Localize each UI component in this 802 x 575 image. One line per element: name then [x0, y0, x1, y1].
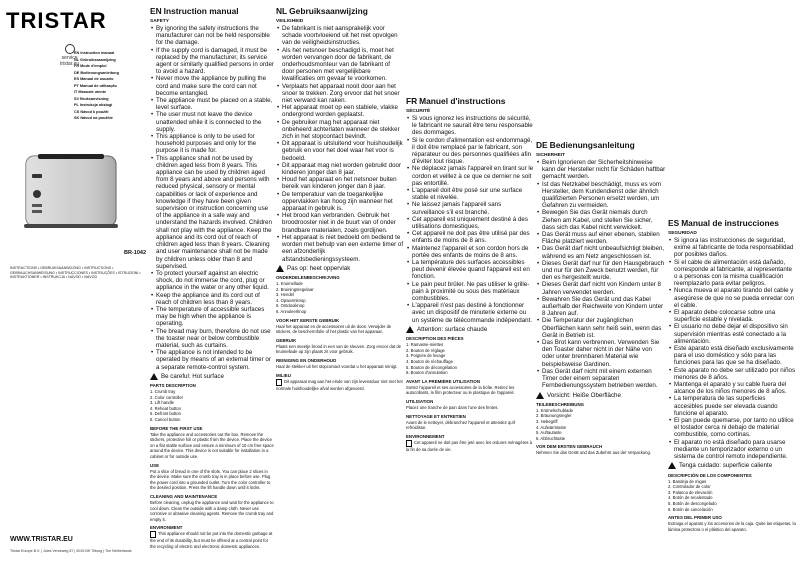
hot-surface-note: Attention: surface chaude — [406, 326, 534, 333]
list-item: • Het brood kan verbranden. Gebruik het broodrooster niet in de buurt van of onder brandbare materialen, zoals gordijnen. — [282, 212, 404, 234]
use-heading: USE — [150, 462, 160, 468]
section-title-en: EN Instruction manual — [150, 6, 239, 16]
list-item: • Cet appareil est uniquement destiné à des utilisations domestiques. — [412, 216, 534, 230]
service-sub: tristar.eu — [60, 61, 80, 67]
list-item: • The bread may burn, therefore do not use the toaster near or below combustible material, such as curtains. — [156, 328, 274, 350]
list-item: • Le pain peut brûler. Ne pas utiliser le grille-pain à proximité ou sous des matériaux combustibles. — [412, 281, 534, 303]
service-label: service — [61, 55, 78, 61]
before-text: Nehmen Sie das Gerät und das Zubehör aus der Verpackung. — [536, 450, 651, 456]
brand-logo: TRISTAR — [6, 8, 107, 33]
list-item: • Este aparato está diseñado exclusivamente para el uso doméstico y sólo para las funciones para las que se ha diseñado. — [674, 345, 796, 367]
list-item: 2. Bruiningsregelaar — [276, 286, 314, 292]
list-item: • This appliance is only to be used for household purposes and only for the purpose it is made for. — [156, 133, 274, 155]
list-item: • Das Gerät darf nicht unbeaufsichtigt bleiben, während es am Netz angeschlossen ist. — [542, 245, 666, 259]
parts-list — [150, 389, 274, 423]
list-item: • Houd het apparaat en het netsnoer buiten bereik van kinderen jonger dan 8 jaar. — [282, 176, 404, 190]
list-item: • Dit apparaat is uitsluitend voor huishoudelijk gebruik en voor het doel waar het voor is bedoeld. — [282, 140, 404, 162]
lang-item: CS Návod k použití — [74, 109, 109, 114]
list-item: 3. Hebegriff — [536, 419, 558, 425]
section-title-de: DE Bedienungsanleitung — [536, 140, 635, 150]
list-item: 6. Annuleerknop — [276, 309, 307, 315]
list-item: • Beim Ignorieren der Sicherheitshinweise kann der Hersteller nicht für Schäden haftbar gemacht werden. — [542, 159, 666, 181]
cover-column — [6, 8, 146, 568]
list-item: • Het apparaat moet op een stabiele, vlakke ondergrond worden geplaatst. — [282, 104, 404, 118]
parts-list — [276, 281, 404, 315]
list-item: 1. Bandeja de migas — [668, 478, 707, 484]
list-item: • El usuario no debe dejar el dispositivo sin supervisión mientras esté conectado a la alimentación. — [674, 323, 796, 345]
safety-list — [668, 237, 796, 460]
list-item: • Bewahren Sie das Gerät und das Kabel außerhalb der Reichweite von Kindern unter 8 Jahren auf. — [542, 296, 666, 318]
clean-heading: REINIGING EN ONDERHOUD — [276, 357, 337, 363]
safety-heading: SEGURIDAD — [668, 231, 697, 236]
list-item: 5. Ontdooiknop — [276, 303, 305, 309]
list-item: • L'appareil n'est pas destiné à fonctionner avec un dispositif de minuterie externe ou un système de télécommande indépendant. — [412, 302, 534, 324]
list-item: • De temperatuur van de toegankelijke oppervlakken kan hoog zijn wanneer het apparaat in gebruik is. — [282, 191, 404, 213]
before-heading: VOR DEM ERSTEN GEBRAUCH — [536, 444, 603, 450]
list-item: • Ne déplacez jamais l'appareil en tirant sur le cordon et veillez à ce que ce dernier ne soit pas entortillé. — [412, 165, 534, 187]
safety-heading: VEILIGHEID — [276, 19, 304, 24]
before-text: Haal het apparaat en de accessoires uit de doos. Verwijder de stickers, de beschermfolie of het plastic van het apparaat. — [276, 323, 392, 335]
model-number: BR-1042 — [124, 250, 147, 256]
safety-list — [536, 159, 666, 390]
list-item: 3. Palanca de elevación — [668, 489, 713, 495]
list-item: • El pan puede quemarse, por tanto no utilice el tostador cerca ni debajo de material combustible, como cortinas. — [674, 417, 796, 439]
list-item: 1. Crumb tray — [150, 389, 176, 395]
parts-list — [406, 342, 534, 376]
before-heading: ANTES DEL PRIMER USO — [668, 515, 722, 521]
list-item: • L'appareil doit être posé sur une surface stable et nivelée. — [412, 187, 534, 201]
before-text: Sortez l'appareil et ses accessoires de la boîte. Retirez les autocollants, le film protecteur ou le plastique de l'appareil. — [406, 384, 515, 396]
safety-heading: SICHERHEIT — [536, 153, 566, 158]
list-item: • Si le cordon d'alimentation est endommagé, il doit être remplacé par le fabricant, son réparateur ou des personnes qualifiées afin d'éviter tout risque. — [412, 137, 534, 166]
list-item: • Cet appareil ne doit pas être utilisé par des enfants de moins de 8 ans. — [412, 230, 534, 244]
lang-item: PT Manual de utilização — [74, 83, 117, 88]
list-item: 5. Botón de descongelado — [668, 501, 717, 507]
lang-item: ES Manual de usuario — [74, 77, 114, 81]
safety-heading: SÉCURITÉ — [406, 109, 431, 114]
website: WWW.TRISTAR.EU — [10, 536, 73, 543]
lang-item: SV Bruksanvisning — [74, 96, 109, 101]
list-item: • Ne laissez jamais l'appareil sans surveillance s'il est branché. — [412, 201, 534, 215]
before-text: Take the appliance and accessories out the box. Remove the stickers, protective foil or plastic from the device. Place the device on a flat stable surface and ensure a minimum of 10 cm free space around the device. This device is not suitable for installation in a cabinet or for outside use. — [150, 431, 274, 460]
lang-item: SK Návod na použitie — [74, 116, 113, 120]
list-item: 4. Botón de recalentado — [668, 495, 713, 501]
column-es — [668, 6, 796, 532]
list-item: 2. Color controller — [150, 394, 184, 400]
list-item: 6. Botón de cancelación — [668, 506, 713, 512]
list-item: • Verplaats het apparaat nooit door aan het snoer te trekken. Zorg ervoor dat het snoer niet verward kan raken. — [282, 83, 404, 105]
list-item: • Das Gerät muss auf einer ebenen, stabilen Fläche platziert werden. — [542, 231, 666, 245]
list-item: 2. Bouton de réglage — [406, 347, 445, 353]
safety-heading: SAFETY — [150, 19, 169, 24]
list-item: • Mantenga el aparato y su cable fuera del alcance de los niños menores de 8 años. — [674, 381, 796, 395]
before-text: Extraiga el aparato y los accesorios de la caja. Quite las etiquetas, la lámina protectora o el plástico del aparato. — [668, 521, 796, 532]
lang-item: NL Gebruiksaanwijzing — [74, 57, 116, 62]
list-item: • Dieses Gerät darf nicht von Kindern unter 8 Jahren verwendet werden. — [542, 281, 666, 295]
list-item: 1. Ramasse-miettes — [406, 342, 444, 348]
list-item: • If the supply cord is damaged, it must be replaced by the manufacturer, its service agent or similarly qualified persons in order to avoid a hazard. — [156, 47, 274, 76]
list-item: 5. Defrost button — [150, 411, 181, 417]
hot-surface-note: Vorsicht: Heiße Oberfläche — [536, 392, 666, 399]
hot-surface-icon — [668, 462, 676, 469]
list-item: • Este aparato no debe ser utilizado por niños menores de 8 años. — [674, 367, 796, 381]
list-item: 5. Bouton de décongélation — [406, 364, 457, 370]
list-item: • The temperature of accessible surfaces may be high when the appliance is operating. — [156, 306, 274, 328]
parts-heading: ONDERDELENBESCHRIJVING — [276, 275, 340, 281]
column-en — [150, 6, 274, 550]
env-text: Dit apparaat mag aan het einde van zijn levensduur niet met het normale huishoudelijke afval worden afgevoerd. — [276, 378, 403, 391]
before-heading: BEFORE THE FIRST USE — [150, 425, 203, 431]
hot-surface-icon — [150, 373, 158, 380]
list-item: • Das Brot kann verbrennen. Verwenden Sie den Toaster daher nicht in der Nähe von oder unter brennbaren Material wie beispielsweise Gardinen. — [542, 339, 666, 368]
list-item: • The appliance must be placed on a stable, level surface. — [156, 97, 274, 111]
lang-item: FR Mode d'emploi — [74, 64, 107, 68]
list-item: • Never move the appliance by pulling the cord and make sure the cord can not become entangled. — [156, 75, 274, 97]
list-item: • To protect yourself against an electric shock, do not immerse the cord, plug or appliance in the water or any other liquid. — [156, 270, 274, 292]
column-fr — [406, 6, 534, 452]
parts-heading: DESCRIPCIÓN DE LOS COMPONENTES — [668, 472, 752, 478]
before-heading: VOOR HET EERSTE GEBRUIK — [276, 317, 340, 323]
list-item: • Ist das Netzkabel beschädigt, muss es vom Hersteller, dem Kundendienst oder ähnlich qualifizierten Personen ersetzt werden, um Gefahren zu vermeiden. — [542, 181, 666, 210]
list-item: 3. Hendel — [276, 292, 294, 298]
lang-item: IT Manuale utente — [74, 90, 107, 94]
recycle-bin-icon — [150, 531, 156, 538]
list-item: • By ignoring the safety instructions the manufacturer can not be held responsible for the damage. — [156, 25, 274, 47]
use-heading: GEBRUIK — [276, 337, 297, 343]
hot-surface-icon — [536, 392, 544, 399]
list-item: • Nunca mueva el aparato tirando del cable y asegúrese de que no se pueda enredar con el cable. — [674, 287, 796, 309]
list-item: • Maintenez l'appareil et son cordon hors de portée des enfants de moins de 8 ans. — [412, 245, 534, 259]
list-item: • Das Gerät darf nicht mit einem externen Timer oder einem separaten Fernbedienungssystem betrieben werden. — [542, 368, 666, 390]
hot-surface-icon — [406, 326, 414, 333]
parts-heading: TEILEBESCHREIBUNG — [536, 401, 585, 407]
list-item: • Dieses Gerät darf nur für den Hausgebrauch und nur für den Zweck benutzt werden, für den es hergestellt wurde. — [542, 260, 666, 282]
list-item: 1. Kruimellade — [276, 281, 303, 287]
section-title-fr: FR Manuel d'instructions — [406, 96, 506, 106]
list-item: • The appliance is not intended to be operated by means of an external timer or a separate remote-control system. — [156, 349, 274, 371]
use-text: Plaats een sneetje brood in een van de sleuven. Zorg ervoor dat de kruimellade op zijn plaats zit voor gebruik. — [276, 343, 402, 355]
hot-surface-note: Pas op: heet oppervlak — [276, 265, 404, 272]
safety-list — [150, 25, 274, 371]
list-item: 4. Opwarmknop — [276, 297, 306, 303]
hot-surface-note: Be careful: Hot surface — [150, 373, 274, 380]
before-heading: AVANT LA PREMIÈRE UTILISATION — [406, 378, 480, 384]
env-text: Cet appareil ne doit pas être jeté avec les ordures ménagères à la fin de sa durée de vie. — [406, 439, 533, 452]
list-item: • El aparato no está diseñado para usarse mediante un temporizador externo o un sistema de control remoto independiente. — [674, 439, 796, 461]
list-item: • Als het netsnoer beschadigd is, moet het worden vervangen door de fabrikant, de onderhoudsmonteur van de fabrikant of door personen met vergelijkbare kwalificaties om gevaar te voorkomen. — [282, 47, 404, 83]
clean-heading: NETTOYAGE ET ENTRETIEN — [406, 413, 466, 419]
list-item: • Bewegen Sie das Gerät niemals durch Ziehen am Kabel, und stellen Sie sicher, dass sich das Kabel nicht verwickelt. — [542, 209, 666, 231]
section-title-es: ES Manual de instrucciones — [668, 218, 779, 228]
clean-text: Avant de le nettoyer, débranchez l'appareil et attendez qu'il refroidisse. — [406, 419, 516, 431]
company-address: Tristar Europe B.V. | Jules Verneweg 87 | 5015 BH Tilburg | The Netherlands — [10, 549, 132, 553]
parts-heading: PARTS DESCRIPTION — [150, 383, 196, 389]
list-item: • Het apparaat is niet bedoeld om bediend te worden met behulp van een externe timer of een afzonderlijk afstandsbedieningssysteem. — [282, 234, 404, 263]
list-item: 6. Abbruchtaste — [536, 435, 566, 441]
list-item: 2. Controlador de color — [668, 484, 711, 490]
list-item: • De gebruiker mag het apparaat niet onbeheerd achterlaten wanneer de stekker zich in het stopcontact bevindt. — [282, 119, 404, 141]
toaster-image — [18, 126, 128, 246]
list-item: 6. Cancel button — [150, 417, 181, 423]
list-item: • La température des surfaces accessibles peut devenir élevée quand l'appareil est en fonction. — [412, 259, 534, 281]
lang-item: DE Bedienungsanleitung — [74, 70, 119, 75]
list-item: 2. Bräunungsregler — [536, 413, 572, 419]
list-item: 4. Aufwärmtaste — [536, 424, 567, 430]
parts-list — [536, 408, 666, 442]
list-item: • El aparato debe colocarse sobre una superficie estable y nivelada. — [674, 309, 796, 323]
recycle-bin-icon — [276, 379, 282, 386]
list-item: • Die Temperatur der zugänglichen Oberflächen kann sehr heiß sein, wenn das Gerät in Betrieb ist. — [542, 317, 666, 339]
list-item: 1. Krümelschublade — [536, 407, 574, 413]
list-item: • Keep the appliance and its cord out of reach of children less than 8 years. — [156, 292, 274, 306]
use-text: Placez une tranche de pain dans l'une des fentes. — [406, 404, 499, 410]
section-title-nl: NL Gebruiksaanwijzing — [276, 6, 368, 16]
list-item: • Si ignora las instrucciones de seguridad, exime al fabricante de toda responsabilidad por posibles daños. — [674, 237, 796, 259]
column-nl — [276, 6, 404, 391]
list-item: 3. Lift handle — [150, 400, 174, 406]
list-item: • Si el cable de alimentación está dañado, corresponde al fabricante, al representante o a personas con la misma cualificación reemplazarlo para evitar peligros. — [674, 259, 796, 288]
env-text: This appliance should not be put into the domestic garbage at the end of its durability, but must be offered at a central point for the recycling of electric and electronic domestic appliances. — [150, 531, 273, 549]
list-item: 4. Reheat button — [150, 405, 181, 411]
parts-list — [668, 479, 796, 513]
list-item: • The user must not leave the device unattended while it is connected to the supply. — [156, 111, 274, 133]
safety-list — [276, 25, 404, 263]
list-item: • Si vous ignorez les instructions de sécurité, le fabricant ne saurait être tenu responsable des dommages. — [412, 115, 534, 137]
list-item: • De fabrikant is niet aansprakelijk voor schade voortvloeiend uit het niet opvolgen van de veiligheidsinstructies. — [282, 25, 404, 47]
lang-item: PL Instrukcja obsługi — [74, 103, 113, 107]
use-text: Put a slice of bread in one of the slots. You can place 2 slices in the device. Make sure the crumb tray is in place before use. Plug the power cord into a grounded outlet. Turn the color controller to the desired position. Press the lift handle down until it locks. — [150, 468, 271, 491]
env-heading: ENVIRONNEMENT — [406, 433, 445, 439]
hot-surface-icon — [276, 265, 284, 272]
recycle-bin-icon — [406, 440, 412, 447]
hot-surface-note: Tenga cuidado: superficie caliente — [668, 462, 796, 469]
env-heading: MILIEU — [276, 372, 291, 378]
language-index — [74, 50, 146, 122]
list-item: 5. Auftautaste — [536, 430, 562, 436]
list-item: • La temperatura de las superficies accesibles puede ser elevada cuando funcione el aparato. — [674, 395, 796, 417]
list-item: 4. Bouton de réchauffage — [406, 359, 453, 365]
list-item: • This appliance shall not be used by children aged less from 8 years. This appliance can be used by children aged from 8 years and above and persons with reduced physical, sensory or mental capabilities or lack of experience and knowledge if they have been given supervision or instruction concerning use of the appliance in a safe way and understand the hazards involved. Children shall not play with the appliance. Keep the appliance and its cord out of reach of children aged less than 8 years. Cleaning and user maintenance shall not be made by children unless older than 8 and supervised. — [156, 155, 274, 270]
use-heading: UTILISATION — [406, 398, 434, 404]
safety-list — [406, 115, 534, 324]
list-item: • Dit apparaat mag niet worden gebruikt door kinderen jonger dan 8 jaar. — [282, 162, 404, 176]
list-item: 6. Bouton d'annulation — [406, 370, 448, 376]
clean-text: Before cleaning, unplug the appliance and wait for the appliance to cool down. Clean the outside with a damp cloth. Never use corrosive or abrasive cleaning agents. Remove the crumb tray and empty it. — [150, 500, 274, 522]
env-heading: ENVIRONMENT — [150, 525, 183, 531]
column-de — [536, 6, 666, 456]
list-item: 3. Poignée de levage — [406, 353, 446, 359]
lang-item: EN Instruction manual — [74, 51, 115, 55]
clean-text: Haal de stekker uit het stopcontact voordat u het apparaat reinigt. — [276, 363, 398, 369]
clean-heading: CLEANING AND MAINTENANCE — [150, 494, 218, 499]
parts-heading: DESCRIPTION DES PIÈCES — [406, 336, 464, 342]
model-description: INSTRUCTIONS • GEBRUIKSAANWIJZING • INSTRUCTIONS • GEBRAUCHSANWEISUNG • INSTRUCCIONES • INSTRUÇÕES • ISTRUZIONI • INSTRUKTIONER • INSTRUKCJA • NÁVOD • NÁVOD — [10, 266, 141, 280]
